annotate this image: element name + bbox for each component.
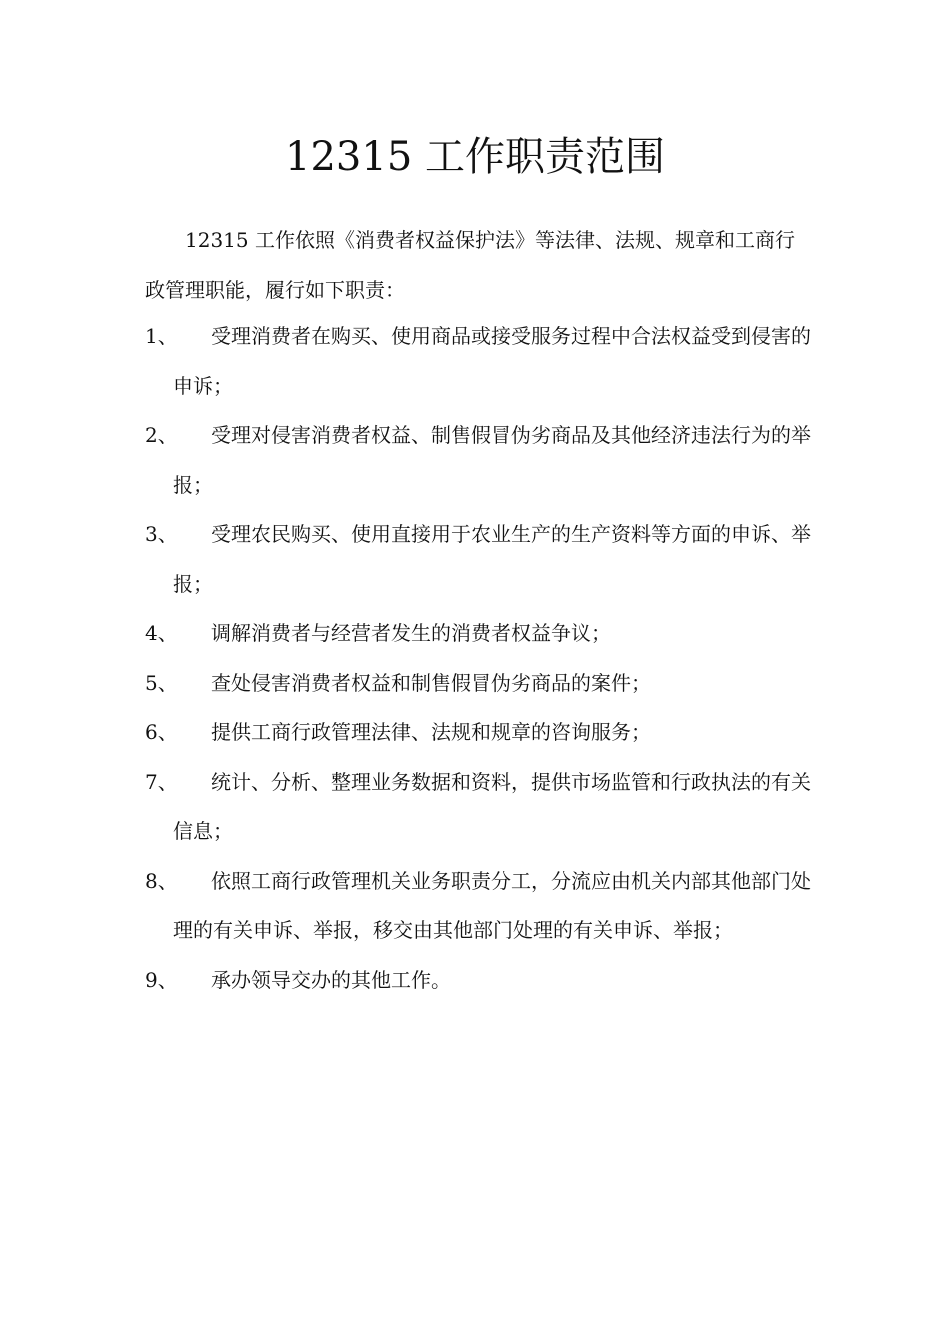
- list-item: [145, 758, 811, 857]
- item-text: 依照工商行政管理机关业务职责分工，分流应由机关内部其他部门处理的有关申诉、举报，移交由其他部门处理的有关申诉、举报；: [173, 868, 811, 942]
- list-item: [145, 956, 811, 1006]
- document-title: 12315 工作职责范围: [285, 134, 665, 180]
- list-item: [145, 857, 811, 956]
- item-text: 受理消费者在购买、使用商品或接受服务过程中合法权益受到侵害的申诉；: [173, 324, 811, 398]
- item-text: 调解消费者与经营者发生的消费者权益争议；: [211, 621, 611, 645]
- item-number: 1、: [145, 324, 178, 348]
- intro-paragraph: 12315 工作依照《消费者权益保护法》等法律、法规、规章和工商行政管理职能，履行如下职责：: [145, 228, 795, 302]
- item-text: 统计、分析、整理业务数据和资料，提供市场监管和行政执法的有关信息；: [173, 769, 811, 843]
- item-number: 7、: [145, 769, 178, 794]
- list-item: [145, 609, 811, 659]
- item-number: 8、: [145, 868, 178, 893]
- item-number: 9、: [145, 967, 178, 992]
- item-text: 承办领导交办的其他工作。: [211, 967, 451, 992]
- list-item: [145, 411, 811, 510]
- list-item: [145, 312, 811, 411]
- item-number: 5、: [145, 670, 178, 695]
- item-number: 3、: [145, 522, 178, 546]
- list-item: [145, 510, 811, 609]
- item-text: 受理农民购买、使用直接用于农业生产的生产资料等方面的申诉、举报；: [173, 522, 811, 596]
- item-text: 查处侵害消费者权益和制售假冒伪劣商品的案件；: [211, 670, 651, 695]
- item-number: 4、: [145, 621, 178, 645]
- list-item: [145, 708, 811, 758]
- duty-list: [145, 312, 811, 1005]
- item-number: 6、: [145, 720, 178, 744]
- item-number: 2、: [145, 423, 178, 447]
- item-text: 提供工商行政管理法律、法规和规章的咨询服务；: [211, 720, 651, 744]
- item-text: 受理对侵害消费者权益、制售假冒伪劣商品及其他经济违法行为的举报；: [173, 423, 811, 497]
- list-item: [145, 659, 811, 709]
